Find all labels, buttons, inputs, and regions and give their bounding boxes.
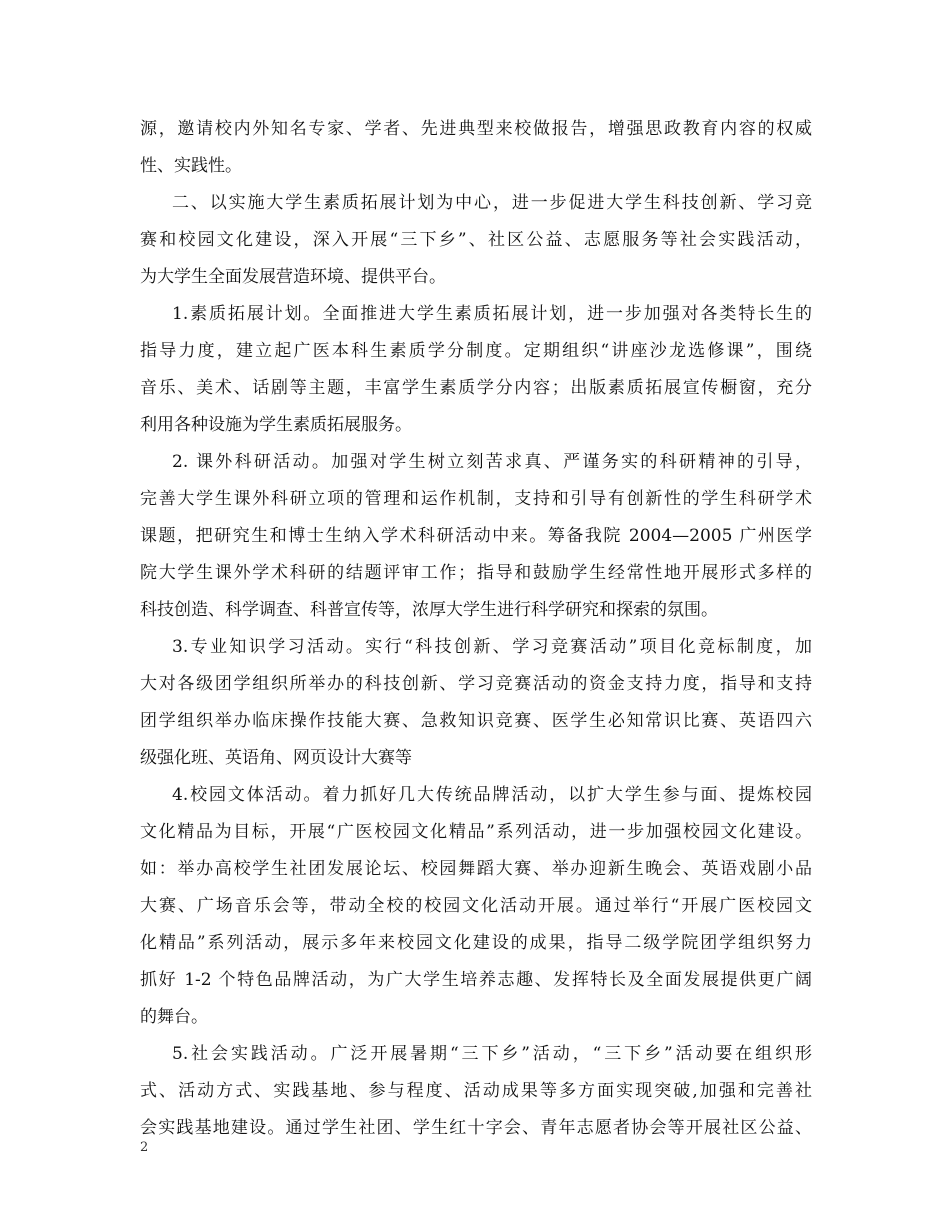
text-line: 1.素质拓展计划。全面推进大学生素质拓展计划，进一步加强对各类特长生的 bbox=[172, 304, 812, 324]
text-line: 5.社会实践活动。广泛开展暑期“三下乡”活动，“三下乡”活动要在组织形 bbox=[172, 1044, 812, 1064]
text-line: 源，邀请校内外知名专家、学者、先进典型来校做报告，增强思政教育内容的权威 bbox=[140, 119, 812, 139]
text-line: 二、以实施大学生素质拓展计划为中心，进一步促进大学生科技创新、学习竞 bbox=[172, 193, 812, 213]
page-number: 2 bbox=[140, 1140, 149, 1155]
text-line: 性、实践性。 bbox=[140, 156, 242, 176]
text-line: 科技创造、科学调查、科普宣传等，浓厚大学生进行科学研究和探索的氛围。 bbox=[140, 600, 718, 620]
text-line: 3.专业知识学习活动。实行“科技创新、学习竞赛活动”项目化竞标制度，加 bbox=[172, 637, 812, 657]
text-line: 式、活动方式、实践基地、参与程度、活动成果等多方面实现突破,加强和完善社 bbox=[140, 1081, 812, 1101]
text-line: 院大学生课外学术科研的结题评审工作；指导和鼓励学生经常性地开展形式多样的 bbox=[140, 563, 812, 583]
text-line: 大对各级团学组织所举办的科技创新、学习竞赛活动的资金支持力度，指导和支持 bbox=[140, 674, 812, 694]
text-line: 课题，把研究生和博士生纳入学术科研活动中来。筹备我院 2004—2005 广州医学 bbox=[140, 526, 812, 546]
text-line: 4.校园文体活动。着力抓好几大传统品牌活动，以扩大学生参与面、提炼校园 bbox=[172, 785, 812, 805]
text-line: 团学组织举办临床操作技能大赛、急救知识竞赛、医学生必知常识比赛、英语四六 bbox=[140, 711, 812, 731]
text-line: 级强化班、英语角、网页设计大赛等 bbox=[140, 748, 412, 768]
text-line: 文化精品为目标，开展“广医校园文化精品”系列活动，进一步加强校园文化建设。 bbox=[140, 822, 812, 842]
text-line: 化精品”系列活动，展示多年来校园文化建设的成果，指导二级学院团学组织努力 bbox=[140, 933, 812, 953]
text-line: 指导力度，建立起广医本科生素质学分制度。定期组织“讲座沙龙选修课”，围绕 bbox=[140, 341, 812, 361]
text-line: 会实践基地建设。通过学生社团、学生红十字会、青年志愿者协会等开展社区公益、 bbox=[140, 1118, 812, 1138]
text-line: 抓好 1-2 个特色品牌活动，为广大学生培养志趣、发挥特长及全面发展提供更广阔 bbox=[140, 970, 812, 990]
text-line: 的舞台。 bbox=[140, 1007, 208, 1027]
text-line: 赛和校园文化建设，深入开展“三下乡”、社区公益、志愿服务等社会实践活动， bbox=[140, 230, 812, 250]
text-line: 如：举办高校学生社团发展论坛、校园舞蹈大赛、举办迎新生晚会、英语戏剧小品 bbox=[140, 859, 812, 879]
text-line: 利用各种设施为学生素质拓展服务。 bbox=[140, 415, 412, 435]
text-line: 大赛、广场音乐会等，带动全校的校园文化活动开展。通过举行“开展广医校园文 bbox=[140, 896, 812, 916]
text-line: 为大学生全面发展营造环境、提供平台。 bbox=[140, 267, 446, 287]
text-line: 2. 课外科研活动。加强对学生树立刻苦求真、严谨务实的科研精神的引导， bbox=[172, 452, 812, 472]
text-line: 音乐、美术、话剧等主题，丰富学生素质学分内容；出版素质拓展宣传橱窗，充分 bbox=[140, 378, 812, 398]
text-line: 完善大学生课外科研立项的管理和运作机制，支持和引导有创新性的学生科研学术 bbox=[140, 489, 812, 509]
